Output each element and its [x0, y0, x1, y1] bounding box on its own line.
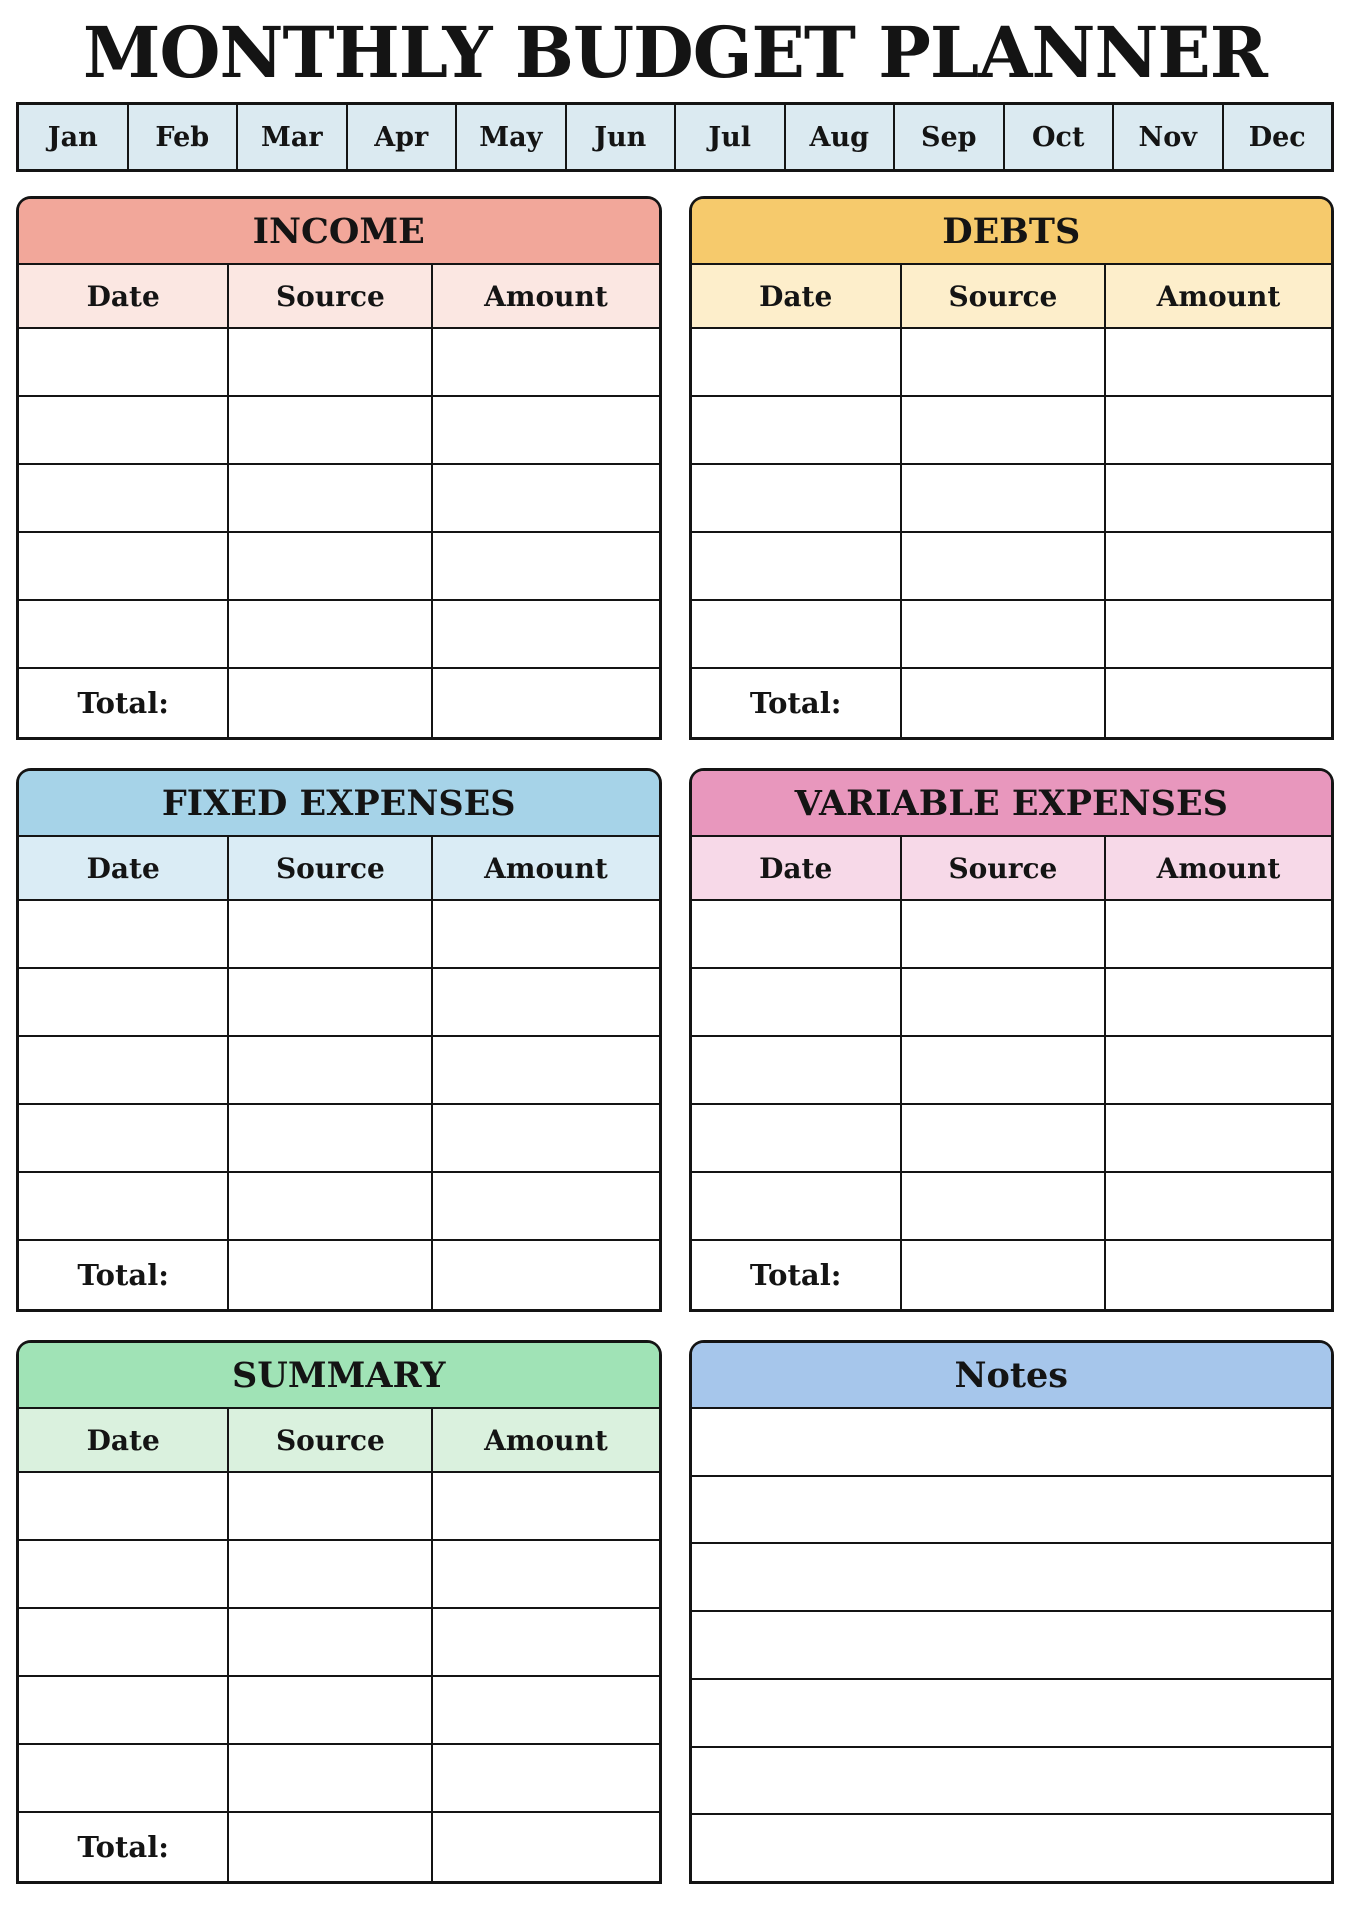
- data-cell[interactable]: [229, 1541, 433, 1607]
- data-cell[interactable]: [229, 1473, 433, 1539]
- table-row: [692, 397, 1332, 465]
- data-cell[interactable]: [692, 533, 902, 599]
- column-header-date: Date: [19, 265, 229, 327]
- table-row: [692, 329, 1332, 397]
- total-value-cell[interactable]: [902, 669, 1106, 737]
- data-cell[interactable]: [19, 1745, 229, 1811]
- data-cell[interactable]: [433, 969, 658, 1035]
- table-row: [19, 969, 659, 1037]
- data-cell[interactable]: [1106, 1037, 1331, 1103]
- table-row: [692, 533, 1332, 601]
- data-cell[interactable]: [902, 329, 1106, 395]
- fixed-expenses-column-headers: [19, 837, 659, 901]
- data-cell[interactable]: [692, 601, 902, 667]
- income-section-title: INCOME: [19, 199, 659, 265]
- month-tab-aug[interactable]: Aug: [786, 105, 896, 169]
- total-value-cell[interactable]: [433, 669, 658, 737]
- data-cell[interactable]: [433, 601, 658, 667]
- data-cell[interactable]: [433, 465, 658, 531]
- month-tab-dec[interactable]: Dec: [1224, 105, 1332, 169]
- section-income: [16, 196, 662, 740]
- data-cell[interactable]: [229, 601, 433, 667]
- data-cell[interactable]: [902, 1105, 1106, 1171]
- total-row: [19, 669, 659, 737]
- month-tab-sep[interactable]: Sep: [895, 105, 1005, 169]
- column-header-amount: Amount: [1106, 265, 1331, 327]
- data-cell[interactable]: [19, 397, 229, 463]
- data-cell[interactable]: [433, 533, 658, 599]
- total-label: Total:: [19, 1241, 229, 1309]
- note-line[interactable]: [692, 1748, 1332, 1816]
- data-cell[interactable]: [229, 1745, 433, 1811]
- data-cell[interactable]: [692, 1105, 902, 1171]
- page-title: MONTHLY BUDGET PLANNER: [83, 11, 1267, 94]
- table-row: [19, 1037, 659, 1105]
- data-cell[interactable]: [692, 329, 902, 395]
- data-cell[interactable]: [433, 1745, 658, 1811]
- section-notes: [689, 1340, 1335, 1884]
- table-row: [19, 533, 659, 601]
- data-cell[interactable]: [19, 329, 229, 395]
- data-cell[interactable]: [19, 601, 229, 667]
- data-cell[interactable]: [19, 1037, 229, 1103]
- data-cell[interactable]: [902, 533, 1106, 599]
- column-header-date: Date: [19, 837, 229, 899]
- data-cell[interactable]: [229, 1037, 433, 1103]
- table-row: [19, 1745, 659, 1813]
- data-cell[interactable]: [19, 969, 229, 1035]
- data-cell[interactable]: [433, 397, 658, 463]
- data-cell[interactable]: [902, 465, 1106, 531]
- note-line[interactable]: [692, 1815, 1332, 1881]
- data-cell[interactable]: [19, 1609, 229, 1675]
- data-cell[interactable]: [229, 533, 433, 599]
- data-cell[interactable]: [229, 465, 433, 531]
- variable-expenses-section-title: VARIABLE EXPENSES: [692, 771, 1332, 837]
- data-cell[interactable]: [692, 969, 902, 1035]
- total-value-cell[interactable]: [433, 1241, 658, 1309]
- note-line[interactable]: [692, 1544, 1332, 1612]
- table-row: [19, 329, 659, 397]
- total-value-cell[interactable]: [902, 1241, 1106, 1309]
- column-header-source: Source: [229, 1409, 433, 1471]
- data-cell[interactable]: [19, 465, 229, 531]
- month-tab-oct[interactable]: Oct: [1005, 105, 1115, 169]
- month-tab-feb[interactable]: Feb: [129, 105, 239, 169]
- data-cell[interactable]: [19, 1541, 229, 1607]
- month-tab-jul[interactable]: Jul: [676, 105, 786, 169]
- note-line[interactable]: [692, 1680, 1332, 1748]
- total-value-cell[interactable]: [229, 669, 433, 737]
- data-cell[interactable]: [1106, 969, 1331, 1035]
- data-cell[interactable]: [433, 329, 658, 395]
- data-cell[interactable]: [692, 1173, 902, 1239]
- data-cell[interactable]: [433, 1541, 658, 1607]
- table-row: [19, 1473, 659, 1541]
- notes-section-title: Notes: [692, 1343, 1332, 1409]
- table-row: [19, 465, 659, 533]
- section-debts: [689, 196, 1335, 740]
- month-tab-jun[interactable]: Jun: [567, 105, 677, 169]
- table-row: [692, 601, 1332, 669]
- data-cell[interactable]: [229, 1105, 433, 1171]
- month-tab-mar[interactable]: Mar: [238, 105, 348, 169]
- table-row: [692, 969, 1332, 1037]
- column-header-date: Date: [692, 837, 902, 899]
- total-row: [19, 1241, 659, 1309]
- data-cell[interactable]: [902, 601, 1106, 667]
- data-cell[interactable]: [692, 397, 902, 463]
- total-value-cell[interactable]: [229, 1813, 433, 1881]
- summary-section-title: SUMMARY: [19, 1343, 659, 1409]
- table-row: [19, 397, 659, 465]
- column-header-source: Source: [229, 837, 433, 899]
- column-header-amount: Amount: [433, 837, 658, 899]
- table-row: [19, 1609, 659, 1677]
- section-fixed-expenses: [16, 768, 662, 1312]
- section-variable-expenses: [689, 768, 1335, 1312]
- data-cell[interactable]: [902, 1037, 1106, 1103]
- summary-column-headers: [19, 1409, 659, 1473]
- column-header-date: Date: [19, 1409, 229, 1471]
- data-cell[interactable]: [19, 533, 229, 599]
- table-row: [19, 1677, 659, 1745]
- data-cell[interactable]: [433, 901, 658, 967]
- data-cell[interactable]: [229, 329, 433, 395]
- data-cell[interactable]: [19, 1173, 229, 1239]
- table-row: [692, 1173, 1332, 1241]
- total-label: Total:: [692, 669, 902, 737]
- total-value-cell[interactable]: [1106, 669, 1331, 737]
- section-summary: [16, 1340, 662, 1884]
- data-cell[interactable]: [229, 969, 433, 1035]
- data-cell[interactable]: [19, 901, 229, 967]
- data-cell[interactable]: [433, 1609, 658, 1675]
- table-row: [19, 601, 659, 669]
- data-cell[interactable]: [433, 1105, 658, 1171]
- table-row: [19, 1541, 659, 1609]
- data-cell[interactable]: [433, 1037, 658, 1103]
- column-header-source: Source: [229, 265, 433, 327]
- table-row: [19, 1105, 659, 1173]
- total-label: Total:: [692, 1241, 902, 1309]
- data-cell[interactable]: [229, 397, 433, 463]
- column-header-amount: Amount: [433, 1409, 658, 1471]
- data-cell[interactable]: [433, 1473, 658, 1539]
- data-cell[interactable]: [692, 1037, 902, 1103]
- note-line[interactable]: [692, 1477, 1332, 1545]
- month-bar: [16, 102, 1334, 172]
- data-cell[interactable]: [1106, 465, 1331, 531]
- data-cell[interactable]: [229, 901, 433, 967]
- month-tab-may[interactable]: May: [457, 105, 567, 169]
- table-row: [692, 901, 1332, 969]
- column-header-amount: Amount: [433, 265, 658, 327]
- month-tab-apr[interactable]: Apr: [348, 105, 458, 169]
- debts-column-headers: [692, 265, 1332, 329]
- data-cell[interactable]: [19, 1677, 229, 1743]
- data-cell[interactable]: [1106, 533, 1331, 599]
- data-cell[interactable]: [692, 901, 902, 967]
- data-cell[interactable]: [1106, 329, 1331, 395]
- month-tab-jan[interactable]: Jan: [19, 105, 129, 169]
- data-cell[interactable]: [692, 465, 902, 531]
- table-row: [692, 1105, 1332, 1173]
- data-cell[interactable]: [433, 1173, 658, 1239]
- table-row: [19, 901, 659, 969]
- column-header-amount: Amount: [1106, 837, 1331, 899]
- data-cell[interactable]: [902, 397, 1106, 463]
- column-header-source: Source: [902, 837, 1106, 899]
- data-cell[interactable]: [229, 1677, 433, 1743]
- total-value-cell[interactable]: [1106, 1241, 1331, 1309]
- data-cell[interactable]: [902, 901, 1106, 967]
- data-cell[interactable]: [19, 1105, 229, 1171]
- data-cell[interactable]: [1106, 601, 1331, 667]
- column-header-date: Date: [692, 265, 902, 327]
- table-row: [692, 1037, 1332, 1105]
- total-value-cell[interactable]: [433, 1813, 658, 1881]
- total-value-cell[interactable]: [229, 1241, 433, 1309]
- income-column-headers: [19, 265, 659, 329]
- data-cell[interactable]: [229, 1609, 433, 1675]
- data-cell[interactable]: [433, 1677, 658, 1743]
- debts-section-title: DEBTS: [692, 199, 1332, 265]
- note-line[interactable]: [692, 1612, 1332, 1680]
- total-row: [692, 669, 1332, 737]
- total-label: Total:: [19, 669, 229, 737]
- data-cell[interactable]: [229, 1173, 433, 1239]
- variable-expenses-column-headers: [692, 837, 1332, 901]
- month-tab-nov[interactable]: Nov: [1114, 105, 1224, 169]
- data-cell[interactable]: [1106, 901, 1331, 967]
- column-header-source: Source: [902, 265, 1106, 327]
- total-row: [19, 1813, 659, 1881]
- data-cell[interactable]: [902, 1173, 1106, 1239]
- data-cell[interactable]: [19, 1473, 229, 1539]
- table-row: [19, 1173, 659, 1241]
- sections-grid: [16, 196, 1334, 1884]
- data-cell[interactable]: [902, 969, 1106, 1035]
- data-cell[interactable]: [1106, 1105, 1331, 1171]
- note-line[interactable]: [692, 1409, 1332, 1477]
- fixed-expenses-section-title: FIXED EXPENSES: [19, 771, 659, 837]
- total-label: Total:: [19, 1813, 229, 1881]
- data-cell[interactable]: [1106, 1173, 1331, 1239]
- total-row: [692, 1241, 1332, 1309]
- table-row: [692, 465, 1332, 533]
- data-cell[interactable]: [1106, 397, 1331, 463]
